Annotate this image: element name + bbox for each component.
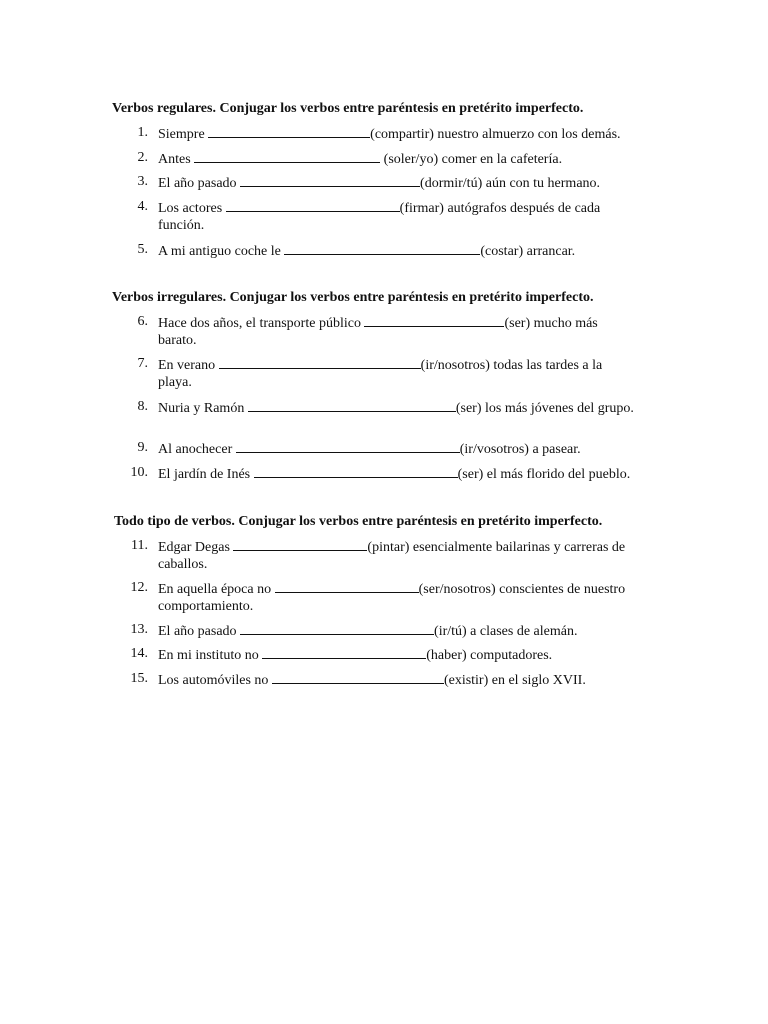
item-text [158, 241, 658, 260]
answer-blank[interactable] [254, 464, 458, 478]
item-number: 15. [130, 671, 148, 686]
item-prefix: Los automóviles no [158, 673, 272, 688]
item-text [158, 398, 638, 417]
answer-blank[interactable] [208, 124, 370, 138]
item-prefix: Edgar Degas [158, 540, 234, 555]
answer-blank[interactable] [248, 398, 456, 412]
answer-blank[interactable] [219, 355, 421, 369]
answer-blank[interactable] [262, 645, 426, 659]
item-prefix: Siempre [158, 127, 209, 142]
item-number: 14. [130, 646, 148, 661]
item-number: 7. [137, 356, 148, 371]
item-prefix: Antes [158, 152, 195, 167]
item-prefix: Nuria y Ramón [158, 401, 248, 416]
item-suffix: (haber) computadores. [426, 648, 553, 663]
item-number: 6. [137, 314, 148, 329]
answer-blank[interactable] [226, 198, 400, 212]
item-number: 2. [137, 150, 148, 165]
item-prefix: En aquella época no [158, 582, 275, 597]
item-number: 10. [130, 465, 148, 480]
item-suffix: (ir/vosotros) a pasear. [459, 442, 581, 457]
item-suffix: (ser) los más jóvenes del grupo. [455, 401, 634, 416]
item-prefix: El jardín de Inés [158, 467, 254, 482]
item-number: 4. [137, 199, 148, 214]
item-number: 11. [131, 538, 148, 553]
item-suffix: (compartir) nuestro almuerzo con los demás. [370, 127, 621, 142]
item-number: 3. [137, 174, 148, 189]
item-number: 5. [137, 242, 148, 257]
answer-blank[interactable] [240, 621, 434, 635]
item-prefix: Al anochecer [158, 442, 236, 457]
item-text [158, 579, 658, 615]
item-suffix: (costar) arrancar. [480, 244, 576, 259]
item-suffix: (firmar) autógrafos después de cada función. [158, 201, 601, 233]
item-prefix: A mi antiguo coche le [158, 244, 285, 259]
item-text [158, 173, 658, 192]
item-number: 13. [130, 622, 148, 637]
item-suffix: (ser/nosotros) conscientes de nuestro comportamiento. [158, 582, 626, 614]
answer-blank[interactable] [284, 241, 480, 255]
item-suffix: (ir/nosotros) todas las tardes a la playa. [158, 358, 603, 390]
answer-blank[interactable] [194, 149, 380, 163]
item-prefix: Hace dos años, el transporte público [158, 316, 365, 331]
item-text [158, 124, 658, 143]
section-title: Verbos regulares. Conjugar los verbos entre paréntesis en pretérito imperfecto. [112, 101, 584, 116]
item-text [158, 621, 658, 640]
item-suffix: (existir) en el siglo XVII. [443, 673, 586, 688]
answer-blank[interactable] [272, 670, 444, 684]
item-text [158, 439, 658, 458]
item-prefix: En mi instituto no [158, 648, 263, 663]
item-text [158, 355, 638, 391]
item-number: 8. [137, 399, 148, 414]
item-text [158, 313, 638, 349]
item-text [158, 149, 658, 168]
answer-blank[interactable] [240, 173, 420, 187]
answer-blank[interactable] [236, 439, 460, 453]
item-text [158, 537, 658, 573]
item-suffix: (ser) mucho más barato. [158, 316, 598, 348]
section-title: Todo tipo de verbos. Conjugar los verbos entre paréntesis en pretérito imperfecto. [114, 514, 603, 529]
item-text [158, 670, 658, 689]
item-prefix: El año pasado [158, 624, 241, 639]
item-number: 9. [137, 440, 148, 455]
answer-blank[interactable] [233, 537, 367, 551]
item-text [158, 198, 638, 234]
item-suffix: (pintar) esencialmente bailarinas y carreras de caballos. [158, 540, 626, 572]
item-suffix: (ir/tú) a clases de alemán. [434, 624, 578, 639]
item-text [158, 464, 678, 483]
item-suffix: (dormir/tú) aún con tu hermano. [420, 176, 601, 191]
answer-blank[interactable] [364, 313, 504, 327]
item-suffix: (soler/yo) comer en la cafetería. [380, 152, 563, 167]
item-prefix: En verano [158, 358, 219, 373]
section-title: Verbos irregulares. Conjugar los verbos entre paréntesis en pretérito imperfecto. [112, 290, 594, 305]
item-prefix: Los actores [158, 201, 226, 216]
item-number: 1. [137, 125, 148, 140]
item-number: 12. [130, 580, 148, 595]
item-text [158, 645, 658, 664]
item-suffix: (ser) el más florido del pueblo. [457, 467, 631, 482]
answer-blank[interactable] [275, 579, 419, 593]
item-prefix: El año pasado [158, 176, 241, 191]
